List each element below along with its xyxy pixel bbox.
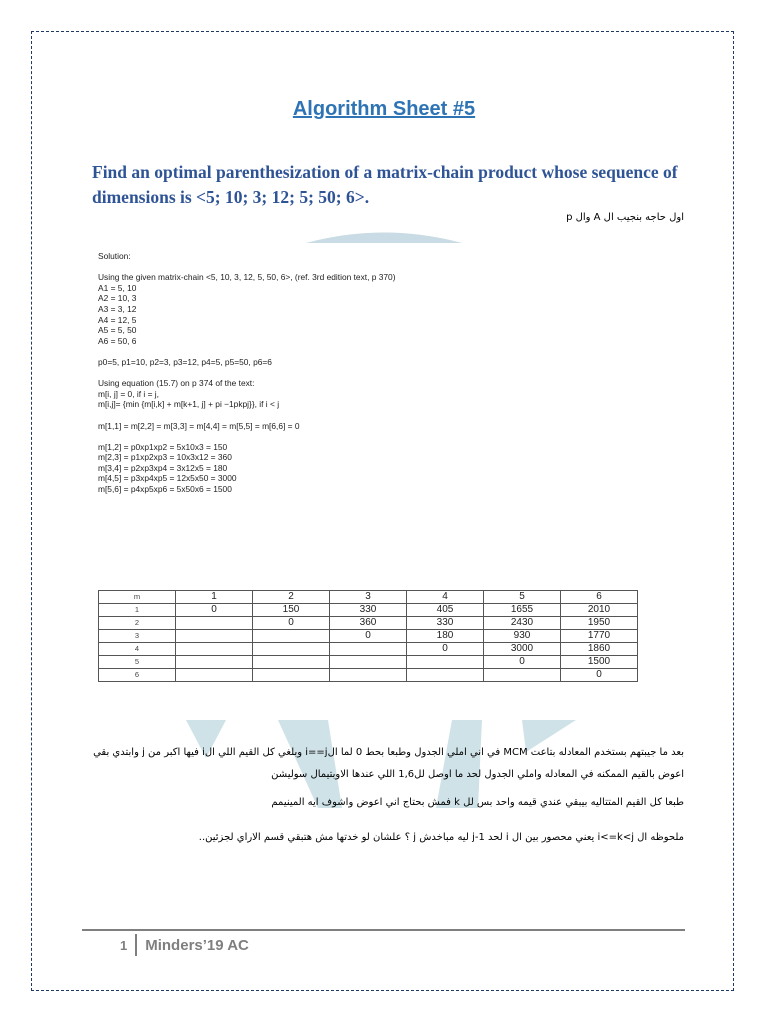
arabic-paragraph: ملحوظه ال i<=k<j يعني محصور بين ال i لحد j-1 ليه مباخدش j ؟ علشان لو خدتها مش هتبقي قسم الاراي لجزئين.. bbox=[198, 832, 684, 843]
table-row bbox=[99, 617, 638, 630]
arabic-paragraph: طبعا كل القيم المتتاليه بيبقي عندي قيمه واحد بس لل k فمش بحتاج اني اعوض واشوف ايه المينيمم bbox=[271, 797, 684, 808]
solution-line bbox=[98, 410, 638, 421]
column-header: 6 bbox=[561, 591, 638, 604]
solution-line: m[4,5] = p3xp4xp5 = 12x5x50 = 3000 bbox=[98, 473, 237, 484]
table-cell: 1860 bbox=[561, 643, 638, 656]
table-cell: 0 bbox=[484, 656, 561, 669]
page-number: 1 bbox=[120, 937, 128, 953]
table-row bbox=[99, 630, 638, 643]
solution-line: Using the given matrix-chain <5, 10, 3, 12, 5, 50, 6>, (ref. 3rd edition text, p 370) bbox=[98, 272, 396, 283]
table-cell bbox=[407, 656, 484, 669]
table-cell: 2430 bbox=[484, 617, 561, 630]
solution-line: A2 = 10, 3 bbox=[98, 293, 137, 304]
solution-line: A6 = 50, 6 bbox=[98, 335, 137, 346]
column-header: 5 bbox=[484, 591, 561, 604]
table-cell: 360 bbox=[330, 617, 407, 630]
column-header: 3 bbox=[330, 591, 407, 604]
solution-line: p0=5, p1=10, p2=3, p3=12, p4=5, p5=50, p6=6 bbox=[98, 356, 272, 367]
solution-line: m[1,1] = m[2,2] = m[3,3] = m[4,4] = m[5,5] = m[6,6] = 0 bbox=[98, 420, 300, 431]
table-cell bbox=[176, 617, 253, 630]
table-header-row bbox=[99, 591, 638, 604]
row-header: 3 bbox=[99, 630, 176, 643]
table-cell bbox=[176, 656, 253, 669]
table-cell: 930 bbox=[484, 630, 561, 643]
table-cell bbox=[253, 643, 330, 656]
row-header: 6 bbox=[99, 669, 176, 682]
table-row bbox=[99, 643, 638, 656]
table-cell bbox=[253, 630, 330, 643]
row-header: 2 bbox=[99, 617, 176, 630]
solution-line: m[1,2] = p0xp1xp2 = 5x10x3 = 150 bbox=[98, 441, 228, 452]
decorative-arc bbox=[306, 228, 462, 244]
table-cell: 2010 bbox=[561, 604, 638, 617]
solution-line bbox=[98, 431, 638, 442]
column-header: 4 bbox=[407, 591, 484, 604]
column-header: 2 bbox=[253, 591, 330, 604]
footer-separator bbox=[135, 934, 137, 956]
table-cell: 0 bbox=[330, 630, 407, 643]
column-header: 1 bbox=[176, 591, 253, 604]
table-cell: 330 bbox=[330, 604, 407, 617]
table-cell: 0 bbox=[407, 643, 484, 656]
table-cell: 1655 bbox=[484, 604, 561, 617]
sheet-title: Algorithm Sheet #5 bbox=[292, 98, 476, 120]
solution-line: m[2,3] = p1xp2xp3 = 10x3x12 = 360 bbox=[98, 452, 232, 463]
solution-line bbox=[98, 346, 638, 357]
table-cell bbox=[484, 669, 561, 682]
table-cell bbox=[330, 643, 407, 656]
problem-statement: Find an optimal parenthesization of a matrix-chain product whose sequence of dimensions is <5; 10; 3; 12; 5; 50; 6>. bbox=[92, 162, 678, 207]
table-cell: 0 bbox=[176, 604, 253, 617]
solution-line: A5 = 5, 50 bbox=[98, 325, 137, 336]
solution-line bbox=[98, 262, 638, 273]
table-cell bbox=[176, 643, 253, 656]
solution-line: Using equation (15.7) on p 374 of the text: bbox=[98, 378, 255, 389]
table-cell: 3000 bbox=[484, 643, 561, 656]
table-cell: 180 bbox=[407, 630, 484, 643]
table-cell: 1500 bbox=[561, 656, 638, 669]
arabic-paragraph: بعد ما جيبتهم بستخدم المعادله بتاعت MCM في اني املي الجدول وطبعا بحط 0 لما الi==j وبلغي كل القيم اللي الi فيها اكبر من j وابتدي بقي اعوض بالقيم الممكنه في المعادله واملي الجدول لحد ما اوصل لل1,6 اللي عندها الاوبتيمال سوليشن bbox=[93, 747, 684, 780]
table-cell: 405 bbox=[407, 604, 484, 617]
table-cell bbox=[176, 669, 253, 682]
table-corner: m bbox=[99, 591, 176, 604]
arabic-note-top: اول حاجه بنجيب ال A وال p bbox=[566, 212, 684, 223]
table-cell: 1950 bbox=[561, 617, 638, 630]
table-cell: 0 bbox=[561, 669, 638, 682]
table-row bbox=[99, 656, 638, 669]
page-footer bbox=[120, 934, 249, 956]
table-cell bbox=[330, 669, 407, 682]
table-cell bbox=[253, 656, 330, 669]
solution-line: A1 = 5, 10 bbox=[98, 282, 137, 293]
row-header: 1 bbox=[99, 604, 176, 617]
solution-block bbox=[98, 251, 638, 495]
solution-line: A4 = 12, 5 bbox=[98, 314, 137, 325]
table-cell bbox=[176, 630, 253, 643]
table-row bbox=[99, 669, 638, 682]
table-cell bbox=[253, 669, 330, 682]
solution-line: m[5,6] = p4xp5xp6 = 5x50x6 = 1500 bbox=[98, 484, 232, 495]
solution-line: A3 = 3, 12 bbox=[98, 303, 137, 314]
m-table bbox=[98, 590, 638, 682]
table-row bbox=[99, 604, 638, 617]
footer-text: Minders’19 AC bbox=[145, 936, 249, 954]
solution-line: Solution: bbox=[98, 251, 131, 261]
table-cell: 330 bbox=[407, 617, 484, 630]
solution-line: m[i,j]= {min {m[i,k] + m[k+1, j] + pi −1pkpj}}, if i < j bbox=[98, 399, 280, 410]
solution-line bbox=[98, 368, 638, 379]
table-cell: 0 bbox=[253, 617, 330, 630]
table-cell bbox=[407, 669, 484, 682]
table-cell: 150 bbox=[253, 604, 330, 617]
row-header: 4 bbox=[99, 643, 176, 656]
solution-line: m[3,4] = p2xp3xp4 = 3x12x5 = 180 bbox=[98, 462, 228, 473]
table-cell: 1770 bbox=[561, 630, 638, 643]
row-header: 5 bbox=[99, 656, 176, 669]
footer-divider bbox=[82, 929, 685, 931]
solution-line: m[i, j] = 0, if i = j, bbox=[98, 388, 159, 399]
table-cell bbox=[330, 656, 407, 669]
